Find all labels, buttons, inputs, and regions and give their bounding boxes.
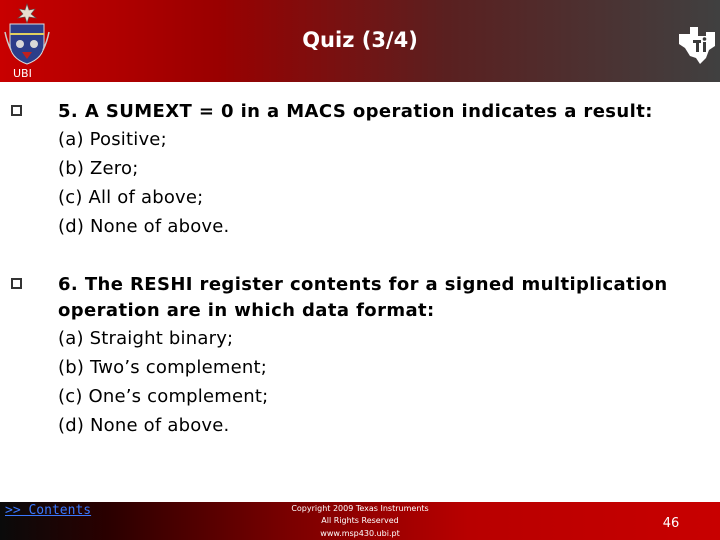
options-list <box>58 125 712 241</box>
slide-header <box>0 0 720 82</box>
texas-instruments-logo-icon <box>676 24 718 66</box>
question-text: 6. The RESHI register contents for a signed multiplication operation are in which data format: <box>58 274 668 321</box>
option-c: (c) One’s complement; <box>58 386 269 407</box>
slide-title: Quiz (3/4) <box>302 28 418 52</box>
ubi-label: UBI <box>13 67 32 80</box>
option-b: (b) Two’s complement; <box>58 357 268 378</box>
option-b: (b) Zero; <box>58 158 139 179</box>
copyright-line-1: Copyright 2009 Texas Instruments <box>291 504 429 513</box>
option-d: (d) None of above. <box>58 415 230 436</box>
slide-footer <box>0 502 720 540</box>
checkbox-bullet-icon <box>11 105 22 116</box>
page-number: 46 <box>662 516 680 531</box>
checkbox-bullet-icon <box>11 278 22 289</box>
question-6 <box>8 272 712 440</box>
option-a: (a) Positive; <box>58 129 167 150</box>
question-text: 5. A SUMEXT = 0 in a MACS operation indicates a result: <box>58 101 653 122</box>
option-a: (a) Straight binary; <box>58 328 234 349</box>
option-c: (c) All of above; <box>58 187 204 208</box>
options-list <box>58 324 712 440</box>
option-d: (d) None of above. <box>58 216 230 237</box>
question-5 <box>8 99 712 241</box>
website-url: www.msp430.ubi.pt <box>320 529 400 538</box>
copyright-notice <box>252 503 468 527</box>
contents-link[interactable]: >> Contents <box>5 503 92 518</box>
copyright-line-2: All Rights Reserved <box>321 516 399 525</box>
